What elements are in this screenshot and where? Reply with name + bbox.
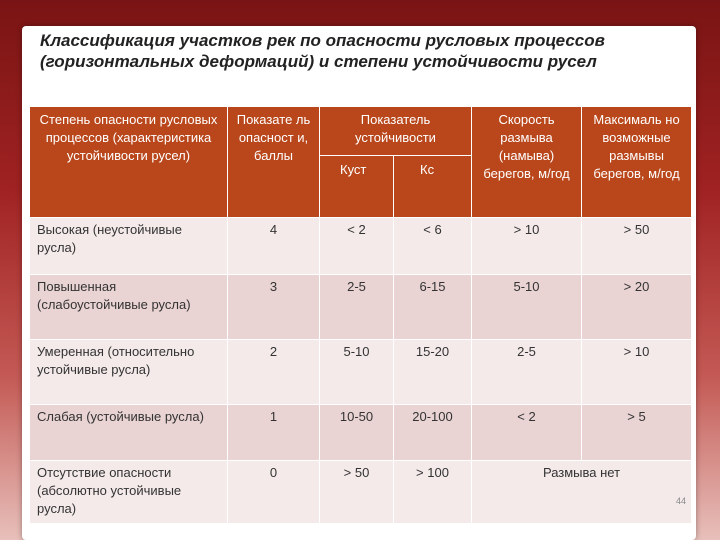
classification-table <box>29 106 692 524</box>
header-degree: Степень опасности русловых процессов (характеристика устойчивости русел) <box>30 107 228 218</box>
cell-score: 1 <box>228 405 320 461</box>
cell-no-erosion: Размыва нет <box>472 461 692 524</box>
cell-kust: 2-5 <box>320 275 394 340</box>
cell-kust: < 2 <box>320 218 394 275</box>
cell-kc: 6-15 <box>394 275 472 340</box>
table-row <box>30 461 692 524</box>
cell-score: 2 <box>228 340 320 405</box>
cell-kust: > 50 <box>320 461 394 524</box>
cell-degree: Повышенная (слабоустойчивые русла) <box>30 275 228 340</box>
header-score: Показате ль опасност и, баллы <box>228 107 320 218</box>
cell-degree: Слабая (устойчивые русла) <box>30 405 228 461</box>
table-row <box>30 275 692 340</box>
cell-max: > 10 <box>582 340 692 405</box>
cell-kc: < 6 <box>394 218 472 275</box>
cell-score: 3 <box>228 275 320 340</box>
header-kc: Кс <box>394 156 472 218</box>
table-row <box>30 218 692 275</box>
cell-speed: 2-5 <box>472 340 582 405</box>
header-max-erosion: Максималь но возможные размывы берегов, м/год <box>582 107 692 218</box>
header-kust: Куст <box>320 156 394 218</box>
slide-title: Классификация участков рек по опасности русловых процессов (горизонтальных деформаций) и степени устойчивости русел <box>40 31 605 71</box>
table-row <box>30 340 692 405</box>
cell-kc: 20-100 <box>394 405 472 461</box>
cell-kust: 5-10 <box>320 340 394 405</box>
cell-kc: > 100 <box>394 461 472 524</box>
cell-degree: Умеренная (относительно устойчивые русла) <box>30 340 228 405</box>
cell-kc: 15-20 <box>394 340 472 405</box>
header-stability: Показатель устойчивости <box>320 107 472 156</box>
cell-max: > 20 <box>582 275 692 340</box>
cell-degree: Высокая (неустойчивые русла) <box>30 218 228 275</box>
cell-max: > 5 <box>582 405 692 461</box>
cell-speed: 5-10 <box>472 275 582 340</box>
cell-max: > 50 <box>582 218 692 275</box>
table-row <box>30 405 692 461</box>
cell-degree: Отсутствие опасности (абсолютно устойчивые русла) <box>30 461 228 524</box>
cell-speed: > 10 <box>472 218 582 275</box>
slide-number: 44 <box>676 496 687 506</box>
cell-speed: < 2 <box>472 405 582 461</box>
cell-score: 4 <box>228 218 320 275</box>
header-speed: Скорость размыва (намыва) берегов, м/год <box>472 107 582 218</box>
header-row <box>30 107 692 156</box>
cell-score: 0 <box>228 461 320 524</box>
cell-kust: 10-50 <box>320 405 394 461</box>
